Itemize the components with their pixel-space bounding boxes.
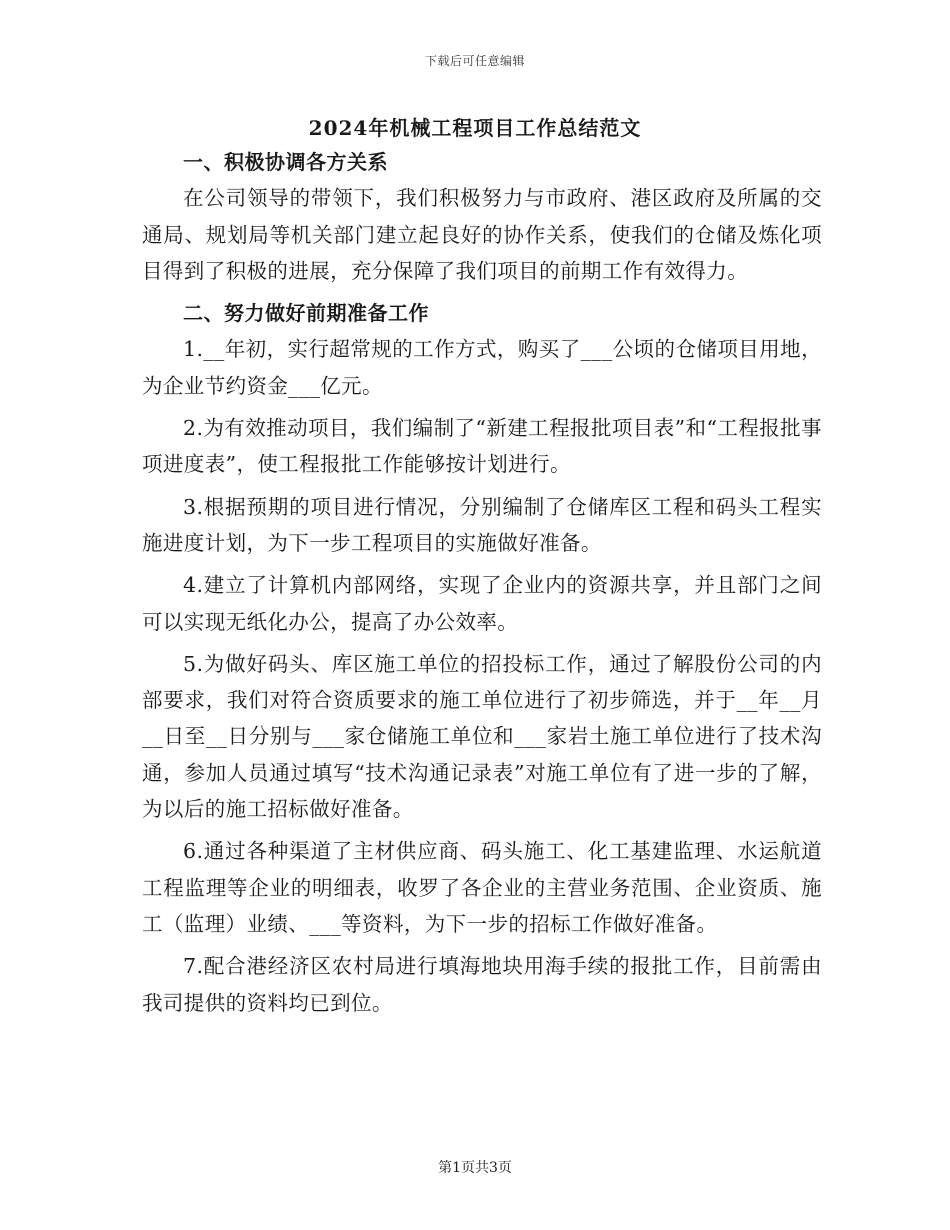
section-1-heading: 一、积极协调各方关系: [183, 150, 388, 174]
list-item-6: 6.通过各种渠道了主材供应商、码头施工、化工基建监理、水运航道工程监理等企业的明细表，收罗了各企业的主营业务范围、企业资质、施工（监理）业绩、___等资料，为下一步的招标工作做好准备。: [142, 839, 822, 936]
list-item-5: 5.为做好码头、库区施工单位的招投标工作，通过了解股份公司的内部要求，我们对符合资质要求的施工单位进行了初步筛选，并于__年__月__日至__日分别与___家仓储施工单位和___家岩土施工单位进行了技术沟通，参加人员通过填写“技术沟通记录表”对施工单位有了进一步的了解，为以后的施工招标做好准备。: [142, 651, 822, 822]
header-note: 下载后可任意编辑: [424, 54, 525, 68]
list-item-1: 1.__年初，实行超常规的工作方式，购买了___公顷的仓储项目用地，为企业节约资金___亿元。: [142, 337, 822, 398]
section-2-heading: 二、努力做好前期准备工作: [183, 301, 429, 326]
list-item-3: 3.根据预期的项目进行情况，分别编制了仓储库区工程和码头工程实施进度计划，为下一步工程项目的实施做好准备。: [142, 494, 822, 555]
list-item-4: 4.建立了计算机内部网络，实现了企业内的资源共享，并且部门之间可以实现无纸化办公，提高了办公效率。: [142, 573, 822, 634]
section-1-paragraph: 在公司领导的带领下，我们积极努力与市政府、港区政府及所属的交通局、规划局等机关部门建立起良好的协作关系，使我们的仓储及炼化项目得到了积极的进展，充分保障了我们项目的前期工作有效得力。: [142, 186, 822, 283]
document-title: 2024年机械工程项目工作总结范文: [308, 116, 642, 140]
list-item-7: 7.配合港经济区农村局进行填海地块用海手续的报批工作，目前需由我司提供的资料均已到位。: [142, 954, 822, 1015]
page-footer: 第1页共3页: [438, 1160, 512, 1176]
document-body: [142, 144, 822, 1021]
list-item-2: 2.为有效推动项目，我们编制了“新建工程报批项目表”和“工程报批事项进度表”，使工程报批工作能够按计划进行。: [142, 416, 822, 477]
